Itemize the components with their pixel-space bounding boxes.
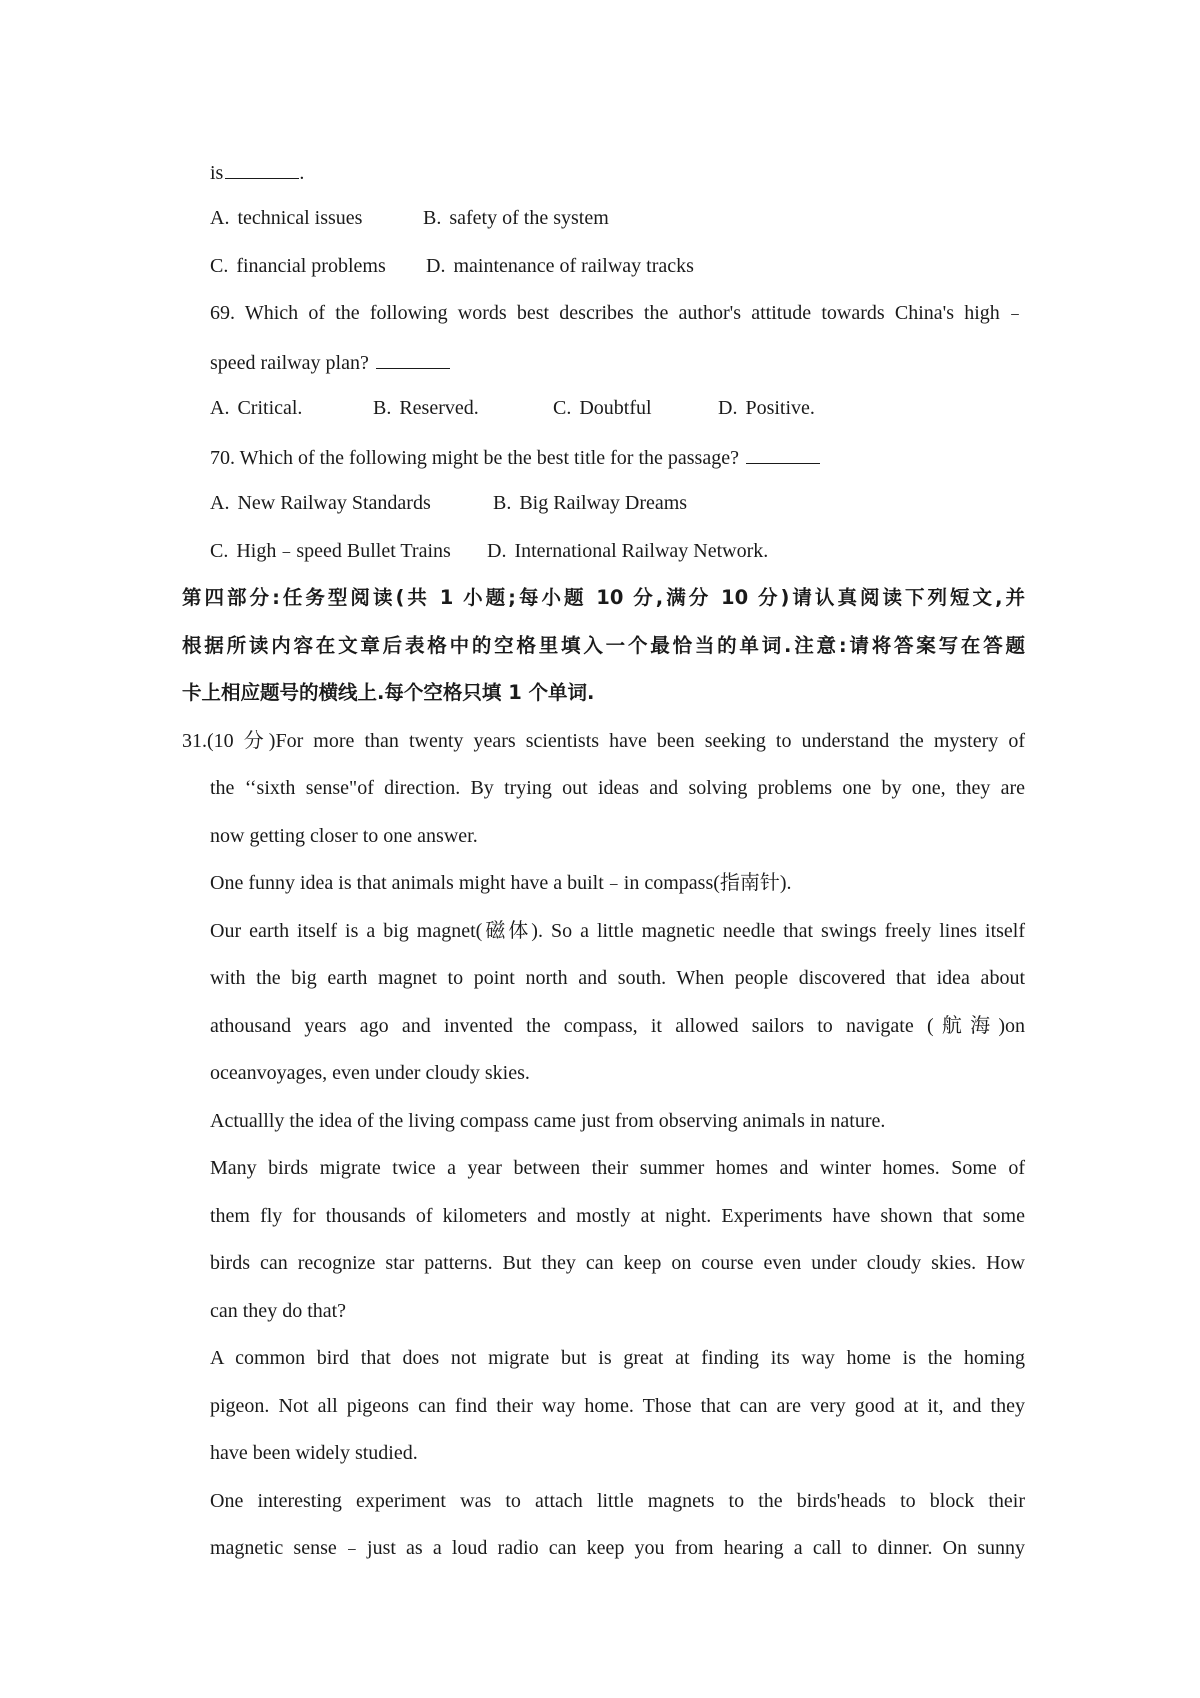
q70-option-d: D. International Railway Network. (487, 540, 769, 562)
q31-line-1: 31.(10 分)For more than twenty years scientists have been seeking to understand the mystery of (182, 730, 1025, 752)
q31-line-13: can they do that? (210, 1300, 347, 1322)
q31-line-6: with the big earth magnet to point north and south. When people discovered that idea about (210, 967, 1025, 989)
q69-stem-line-1: 69. Which of the following words best describes the author's attitude towards China's high﹣ (210, 302, 1025, 324)
section4-instructions-line-2: 根据所读内容在文章后表格中的空格里填入一个最恰当的单词.注意:请将答案写在答题 (182, 634, 1025, 657)
q31-line-11: them fly for thousands of kilometers and mostly at night. Experiments have shown that some (210, 1205, 1025, 1227)
q68-options-row-2 (210, 253, 694, 279)
answer-blank (376, 348, 450, 369)
q70-options-row-1 (210, 490, 688, 516)
q31-line-8: oceanvoyages, even under cloudy skies. (210, 1062, 530, 1084)
q31-line-9: Actuallly the idea of the living compass came just from observing animals in nature. (210, 1110, 886, 1132)
q31-line-14: A common bird that does not migrate but is great at finding its way home is the homing (210, 1347, 1025, 1369)
q31-line-5: Our earth itself is a big magnet(磁体). So a little magnetic needle that swings freely lines itself (210, 920, 1025, 942)
q69-option-b: B. Reserved. (373, 397, 479, 419)
q31-line-18: magnetic sense﹣just as a loud radio can keep you from hearing a call to dinner. On sunny (210, 1537, 1025, 1559)
q68-options-row-1 (210, 205, 609, 231)
q70-option-b: B. Big Railway Dreams (493, 492, 688, 514)
q31-line-2: the ‘‘sixth sense"of direction. By trying out ideas and solving problems one by one, they are (210, 777, 1025, 799)
q68-option-c: C. financial problems (210, 255, 386, 277)
q68-option-d: D. maintenance of railway tracks (426, 255, 694, 277)
q31-line-15: pigeon. Not all pigeons can find their way home. Those that can are very good at it, and they (210, 1395, 1025, 1417)
q69-option-d: D. Positive. (718, 397, 815, 419)
q31-line-7: athousand years ago and invented the compass, it allowed sailors to navigate (航海)on (210, 1015, 1025, 1037)
q69-options (210, 395, 815, 421)
q68-option-b: B. safety of the system (423, 207, 609, 229)
q69-stem-line-2: speed railway plan? (210, 348, 450, 376)
answer-blank (746, 443, 820, 464)
section4-instructions-line-3: 卡上相应题号的横线上.每个空格只填 1 个单词. (182, 681, 595, 704)
section4-instructions-line-1: 第四部分:任务型阅读(共 1 小题;每小题 10 分,满分 10 分)请认真阅读下列短文,并 (182, 586, 1025, 609)
q69-option-a: A. Critical. (210, 397, 303, 419)
answer-blank (225, 158, 299, 179)
q31-line-16: have been widely studied. (210, 1442, 418, 1464)
q31-line-10: Many birds migrate twice a year between their summer homes and winter homes. Some of (210, 1157, 1025, 1179)
q70-stem: 70. Which of the following might be the best title for the passage? (210, 443, 820, 471)
q31-line-17: One interesting experiment was to attach little magnets to the birds'heads to block their (210, 1490, 1025, 1512)
q70-option-a: A. New Railway Standards (210, 492, 431, 514)
q68-stem-end: is . (210, 158, 304, 186)
q31-line-3: now getting closer to one answer. (210, 825, 478, 847)
q70-option-c: C. High﹣speed Bullet Trains (210, 540, 451, 562)
q31-line-12: birds can recognize star patterns. But they can keep on course even under cloudy skies. How (210, 1252, 1025, 1274)
q70-options-row-2 (210, 538, 769, 564)
q68-option-a: A. technical issues (210, 207, 363, 229)
q31-line-4: One funny idea is that animals might have a built﹣in compass(指南针). (210, 872, 792, 894)
q69-option-c: C. Doubtful (553, 397, 652, 419)
